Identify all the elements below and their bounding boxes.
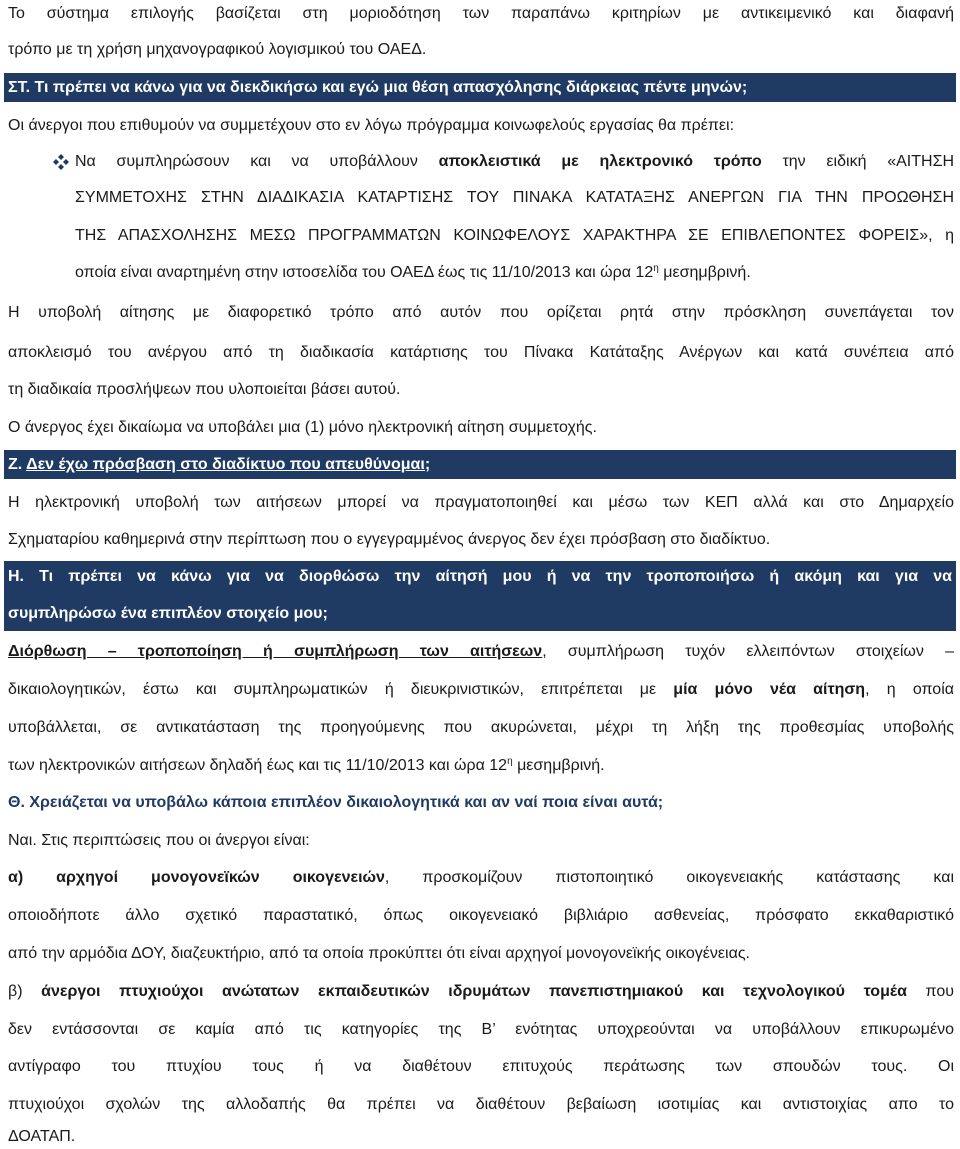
section-h-heading-line-2: συμπληρώσω ένα επιπλέον στοιχείο μου; bbox=[8, 605, 328, 622]
bullet-line-4 bbox=[75, 261, 954, 285]
section-h-line-2 bbox=[8, 678, 954, 702]
section-z-line-1: Η ηλεκτρονική υποβολή των αιτήσεων μπορεί να πραγματοποιηθεί και μέσω των ΚΕΠ αλλά και στο Δημαρχείο bbox=[8, 494, 954, 511]
item-a-rest: , προσκομίζουν πιστοποιητικό οικογενειακής κατάστασης και bbox=[384, 869, 954, 886]
section-th-line-1: Ναι. Στις περιπτώσεις που οι άνεργοι είναι: bbox=[8, 832, 310, 849]
section-z-heading-bar bbox=[4, 450, 956, 479]
diamond-bullet-icon bbox=[52, 150, 70, 174]
section-h-bold-2: μόνο bbox=[714, 681, 753, 698]
item-a-line-3: από την αρμόδια ΔΟΥ, διαζευκτήριο, από τα οποία προκύπτει ότι είναι αρχηγοί μονογονεϊκής οικογένειας. bbox=[8, 945, 750, 962]
bullet-text-bold: αποκλειστικά με ηλεκτρονικό τρόπο bbox=[438, 153, 762, 170]
item-b-pre: β) bbox=[8, 983, 42, 1000]
section-h-bold-4: αίτηση bbox=[813, 681, 866, 698]
item-a-line-1 bbox=[8, 866, 954, 890]
bullet-text-pre: Να συμπληρώσουν και να υποβάλλουν bbox=[75, 153, 439, 170]
bullet-line-3: ΤΗΣ ΑΠΑΣΧΟΛΗΣΗΣ ΜΕΣΩ ΠΡΟΓΡΑΜΜΑΤΩΝ ΚΟΙΝΩΦΕΛΟΥΣ ΧΑΡΑΚΤΗΡΑ ΣΕ ΕΠΙΒΛΕΠΟΝΤΕΣ ΦΟΡΕΙΣ», η bbox=[75, 227, 954, 244]
item-b-line-4: πτυχιούχοι σχολών της αλλοδαπής θα πρέπει να διαθέτουν βεβαίωση ισοτιμίας και αντιστοιχίας απο το bbox=[8, 1096, 954, 1113]
item-b-line-2: δεν εντάσσονται σε καμία από τις κατηγορίες της Β’ ενότητας υποχρεούνται να υποβάλλουν επικυρωμένο bbox=[8, 1021, 954, 1038]
section-h-line-3: υποβάλλεται, σε αντικατάσταση της προηγούμενης που ακυρώνεται, μέχρι τη λήξη της προθεσμίας υποβολής bbox=[8, 719, 954, 736]
para1-line-1: Η υποβολή αίτησης με διαφορετικό τρόπο από αυτόν που ορίζεται ρητά στην πρόσκληση συνεπάγεται τον bbox=[8, 304, 954, 321]
section-h-line-1 bbox=[8, 640, 954, 664]
section-st-heading: ΣΤ. Τι πρέπει να κάνω για να διεκδικήσω και εγώ μια θέση απασχόλησης διάρκειας πέντε μηνών; bbox=[8, 79, 748, 96]
intro-line-2: τρόπο με τη χρήση μηχανογραφικού λογισμικού του ΟΑΕΔ. bbox=[8, 41, 427, 58]
item-b-line-1 bbox=[8, 980, 954, 1004]
para2: Ο άνεργος έχει δικαίωμα να υποβάλει μια (1) μόνο ηλεκτρονική αίτηση συμμετοχής. bbox=[8, 419, 597, 436]
item-b-line-5: ΔΟΑΤΑΠ. bbox=[8, 1128, 76, 1145]
section-h-heading-bar bbox=[4, 561, 956, 631]
section-h-line-4-sup: η bbox=[507, 756, 513, 767]
section-h-line-4-pre: των ηλεκτρονικών αιτήσεων δηλαδή έως και τις 11/10/2013 και ώρα 12 bbox=[8, 757, 508, 774]
bullet-line-4-sup: η bbox=[653, 263, 659, 274]
item-b-bold: άνεργοι πτυχιούχοι ανώτατων εκπαιδευτικών ιδρυμάτων πανεπιστημιακού και τεχνολογικού τομέα bbox=[41, 983, 907, 1000]
section-h-heading-line-1: Η. Τι πρέπει να κάνω για να διορθώσω την αίτησή μου ή να την τροποποιήσω ή ακόμη και για να bbox=[8, 568, 952, 585]
bullet-line-2: ΣΥΜΜΕΤΟΧΗΣ ΣΤΗΝ ΔΙΑΔΙΚΑΣΙΑ ΚΑΤΑΡΤΙΣΗΣ ΤΟΥ ΠΙΝΑΚΑ ΚΑΤΑΤΑΞΗΣ ΑΝΕΡΓΩΝ ΓΙΑ ΤΗΝ ΠΡΟΩΘΗΣΗ bbox=[75, 189, 954, 206]
section-z-title: Δεν έχω πρόσβαση στο διαδίκτυο που απευθύνομαι; bbox=[26, 456, 431, 473]
section-h-line-2-post: , η οποία bbox=[865, 681, 954, 698]
para1-line-2: αποκλεισμό του ανέργου από τη διαδικασία κατάρτισης του Πίνακα Κατάταξης Ανέργων και κατά συνέπεια από bbox=[8, 344, 954, 361]
item-a-line-2: οποιοδήποτε άλλο σχετικό παραστατικό, όπως οικογενειακό βιβλιάριο ασθενείας, πρόσφατο εκκαθαριστικό bbox=[8, 907, 954, 924]
section-h-bold-1: μία bbox=[673, 681, 698, 698]
section-h-line-1-bold: Διόρθωση – τροποποίηση ή συμπλήρωση των αιτήσεων bbox=[8, 643, 543, 660]
section-h-line-4-post: μεσημβρινή. bbox=[512, 757, 605, 774]
section-st-line-1: Οι άνεργοι που επιθυμούν να συμμετέχουν στο εν λόγω πρόγραμμα κοινωφελούς εργασίας θα πρέπει: bbox=[8, 117, 735, 134]
section-h-line-1-rest: , συμπλήρωση τυχόν ελλειπόντων στοιχείων – bbox=[542, 643, 954, 660]
bullet-line-4-pre: οποία είναι αναρτημένη στην ιστοσελίδα του ΟΑΕΔ έως τις 11/10/2013 και ώρα 12 bbox=[75, 264, 654, 281]
item-b-line-3: αντίγραφο του πτυχίου τους ή να διαθέτουν επιτυχούς περάτωσης των σπουδών τους. Οι bbox=[8, 1058, 954, 1075]
bullet-line-4-post: μεσημβρινή. bbox=[658, 264, 751, 281]
bullet-text-post: την ειδική «ΑΙΤΗΣΗ bbox=[761, 153, 954, 170]
para1-line-3: τη διαδικαία προσλήψεων που υλοποιείται βάσει αυτού. bbox=[8, 381, 401, 398]
item-b-post: που bbox=[906, 983, 954, 1000]
section-z-prefix: Ζ. bbox=[8, 456, 27, 473]
section-z-line-2: Σχηματαρίου καθημερινά στην περίπτωση που ο εγγεγραμμένος άνεργος δεν έχει πρόσβαση στο διαδίκτυο. bbox=[8, 531, 771, 548]
intro-line-1: Το σύστημα επιλογής βασίζεται στη μοριοδότηση των παραπάνω κριτηρίων με αντικειμενικό και διαφανή bbox=[8, 5, 954, 22]
section-h-line-2-pre: δικαιολογητικών, έστω και συμπληρωματικών ή διευκρινιστικών, επιτρέπεται με bbox=[8, 681, 674, 698]
section-th-heading: Θ. Χρειάζεται να υποβάλω κάποια επιπλέον δικαιολογητικά και αν ναί ποια είναι αυτά; bbox=[8, 794, 664, 811]
section-st-heading-bar bbox=[4, 73, 956, 102]
item-a-bold: α) αρχηγοί μονογονεϊκών οικογενειών bbox=[8, 869, 385, 886]
bullet-line-1 bbox=[75, 150, 954, 174]
section-h-bold-3: νέα bbox=[770, 681, 796, 698]
section-z-heading bbox=[8, 452, 952, 478]
section-h-line-4 bbox=[8, 754, 954, 778]
